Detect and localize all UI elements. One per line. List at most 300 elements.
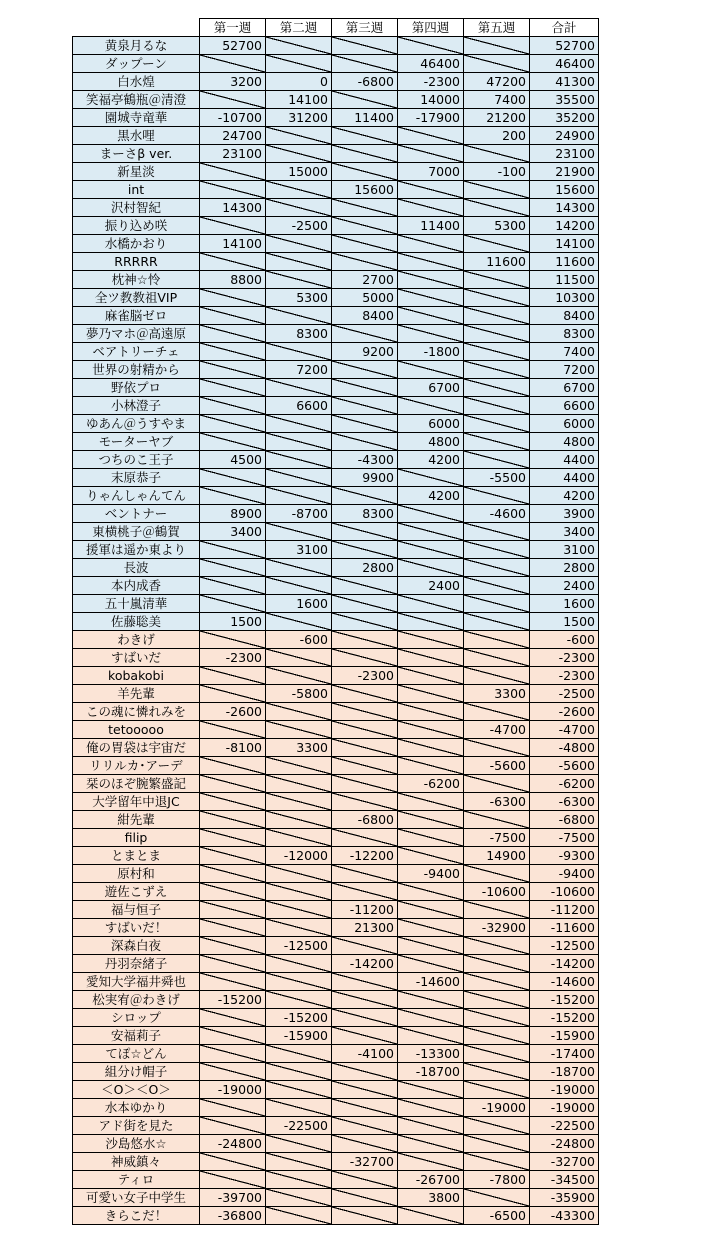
table-row: [73, 595, 599, 613]
week-1-empty-cell: [200, 55, 266, 73]
week-4-empty-cell: [398, 1081, 464, 1099]
week-3-empty-cell: [332, 865, 398, 883]
player-name-cell: ベントナー: [73, 505, 200, 523]
week-3-empty-cell: [332, 739, 398, 757]
table-row: [73, 91, 599, 109]
week-1-score-cell: -15200: [200, 991, 266, 1009]
week-2-empty-cell: [266, 523, 332, 541]
week-5-score-cell: -5500: [464, 469, 530, 487]
week-2-score-cell: 14100: [266, 91, 332, 109]
player-name-cell: 世界の射精から: [73, 361, 200, 379]
week-3-score-cell: -2300: [332, 667, 398, 685]
week-5-empty-cell: [464, 361, 530, 379]
player-name-cell: 本内成香: [73, 577, 200, 595]
week-4-empty-cell: [398, 703, 464, 721]
week-1-score-cell: -39700: [200, 1189, 266, 1207]
week-3-empty-cell: [332, 55, 398, 73]
week-4-empty-cell: [398, 127, 464, 145]
week-1-empty-cell: [200, 397, 266, 415]
week-2-empty-cell: [266, 829, 332, 847]
total-score-cell: -17400: [530, 1045, 599, 1063]
week-5-empty-cell: [464, 181, 530, 199]
player-name-cell: 東横桃子＠鶴賀: [73, 523, 200, 541]
week-1-empty-cell: [200, 469, 266, 487]
week-4-empty-cell: [398, 1009, 464, 1027]
week-1-empty-cell: [200, 1027, 266, 1045]
week-1-empty-cell: [200, 289, 266, 307]
player-name-cell: 小林澄子: [73, 397, 200, 415]
table-row: [73, 55, 599, 73]
player-name-cell: 枕神☆怜: [73, 271, 200, 289]
player-name-cell: 水本ゆかり: [73, 1099, 200, 1117]
player-name-cell: 原村和: [73, 865, 200, 883]
week-3-empty-cell: [332, 199, 398, 217]
week-3-score-cell: 8400: [332, 307, 398, 325]
week-2-empty-cell: [266, 703, 332, 721]
week-1-score-cell: 24700: [200, 127, 266, 145]
player-name-cell: tetooooo: [73, 721, 200, 739]
total-score-cell: 41300: [530, 73, 599, 91]
week-5-empty-cell: [464, 379, 530, 397]
week-4-empty-cell: [398, 469, 464, 487]
week-5-empty-cell: [464, 955, 530, 973]
week-3-score-cell: 21300: [332, 919, 398, 937]
header-week4: 第四週: [398, 19, 464, 37]
total-score-cell: 14100: [530, 235, 599, 253]
week-2-empty-cell: [266, 649, 332, 667]
week-3-score-cell: -11200: [332, 901, 398, 919]
week-3-empty-cell: [332, 1063, 398, 1081]
player-name-cell: てぽ☆どん: [73, 1045, 200, 1063]
week-2-empty-cell: [266, 901, 332, 919]
player-name-cell: 沢村智紀: [73, 199, 200, 217]
week-2-empty-cell: [266, 487, 332, 505]
week-5-score-cell: -32900: [464, 919, 530, 937]
week-3-score-cell: -6800: [332, 811, 398, 829]
week-1-empty-cell: [200, 829, 266, 847]
total-score-cell: 35200: [530, 109, 599, 127]
player-name-cell: 野依プロ: [73, 379, 200, 397]
week-5-empty-cell: [464, 1189, 530, 1207]
week-2-empty-cell: [266, 253, 332, 271]
week-3-empty-cell: [332, 1081, 398, 1099]
week-4-empty-cell: [398, 559, 464, 577]
week-5-score-cell: -100: [464, 163, 530, 181]
total-score-cell: 2800: [530, 559, 599, 577]
week-2-score-cell: 3100: [266, 541, 332, 559]
player-name-cell: ダップーン: [73, 55, 200, 73]
week-4-empty-cell: [398, 199, 464, 217]
week-4-score-cell: 4800: [398, 433, 464, 451]
table-row: [73, 829, 599, 847]
week-1-score-cell: 4500: [200, 451, 266, 469]
week-4-empty-cell: [398, 397, 464, 415]
week-1-empty-cell: [200, 217, 266, 235]
week-5-empty-cell: [464, 811, 530, 829]
player-name-cell: 深森白夜: [73, 937, 200, 955]
player-name-cell: ＜O＞＜O＞: [73, 1081, 200, 1099]
week-1-empty-cell: [200, 937, 266, 955]
week-3-score-cell: -32700: [332, 1153, 398, 1171]
week-2-empty-cell: [266, 37, 332, 55]
week-3-empty-cell: [332, 1099, 398, 1117]
week-4-empty-cell: [398, 883, 464, 901]
week-5-empty-cell: [464, 271, 530, 289]
week-2-empty-cell: [266, 757, 332, 775]
table-row: [73, 685, 599, 703]
week-2-empty-cell: [266, 1045, 332, 1063]
week-5-empty-cell: [464, 343, 530, 361]
week-2-score-cell: -8700: [266, 505, 332, 523]
table-row: [73, 775, 599, 793]
week-5-empty-cell: [464, 1009, 530, 1027]
week-3-empty-cell: [332, 685, 398, 703]
week-2-empty-cell: [266, 1063, 332, 1081]
week-5-empty-cell: [464, 559, 530, 577]
week-4-empty-cell: [398, 811, 464, 829]
week-4-empty-cell: [398, 181, 464, 199]
week-1-score-cell: 52700: [200, 37, 266, 55]
week-2-empty-cell: [266, 469, 332, 487]
total-score-cell: 11600: [530, 253, 599, 271]
week-2-empty-cell: [266, 1207, 332, 1225]
week-2-empty-cell: [266, 415, 332, 433]
player-name-cell: きらこだ！: [73, 1207, 200, 1225]
week-1-empty-cell: [200, 1063, 266, 1081]
week-1-empty-cell: [200, 415, 266, 433]
total-score-cell: 8300: [530, 325, 599, 343]
player-name-cell: ゆあん＠うすやま: [73, 415, 200, 433]
week-2-empty-cell: [266, 55, 332, 73]
player-name-cell: 羊先輩: [73, 685, 200, 703]
total-score-cell: -15200: [530, 991, 599, 1009]
score-table-container: [72, 18, 599, 1225]
week-4-empty-cell: [398, 757, 464, 775]
week-2-score-cell: 8300: [266, 325, 332, 343]
week-3-empty-cell: [332, 253, 398, 271]
week-3-score-cell: 15600: [332, 181, 398, 199]
total-score-cell: 24900: [530, 127, 599, 145]
week-5-score-cell: 14900: [464, 847, 530, 865]
week-5-score-cell: -7500: [464, 829, 530, 847]
week-1-score-cell: 14300: [200, 199, 266, 217]
week-5-empty-cell: [464, 397, 530, 415]
week-1-empty-cell: [200, 1099, 266, 1117]
week-5-score-cell: 47200: [464, 73, 530, 91]
total-score-cell: -4700: [530, 721, 599, 739]
week-2-empty-cell: [266, 199, 332, 217]
table-row: [73, 559, 599, 577]
week-5-empty-cell: [464, 703, 530, 721]
week-4-score-cell: 4200: [398, 451, 464, 469]
week-4-empty-cell: [398, 721, 464, 739]
week-1-empty-cell: [200, 595, 266, 613]
table-row: [73, 127, 599, 145]
table-row: [73, 109, 599, 127]
table-row: [73, 469, 599, 487]
week-3-score-cell: 11400: [332, 109, 398, 127]
week-5-empty-cell: [464, 739, 530, 757]
week-5-score-cell: -7800: [464, 1171, 530, 1189]
week-5-empty-cell: [464, 613, 530, 631]
week-2-empty-cell: [266, 433, 332, 451]
week-3-score-cell: -12200: [332, 847, 398, 865]
week-5-score-cell: 3300: [464, 685, 530, 703]
total-score-cell: 23100: [530, 145, 599, 163]
week-4-score-cell: -18700: [398, 1063, 464, 1081]
week-2-score-cell: -600: [266, 631, 332, 649]
week-2-empty-cell: [266, 613, 332, 631]
week-1-score-cell: -19000: [200, 1081, 266, 1099]
week-2-score-cell: 0: [266, 73, 332, 91]
table-row: [73, 1045, 599, 1063]
week-3-empty-cell: [332, 775, 398, 793]
table-row: [73, 631, 599, 649]
week-1-empty-cell: [200, 487, 266, 505]
week-5-score-cell: 5300: [464, 217, 530, 235]
week-3-empty-cell: [332, 595, 398, 613]
table-row: [73, 289, 599, 307]
week-4-score-cell: -2300: [398, 73, 464, 91]
table-row: [73, 325, 599, 343]
header-week2: 第二週: [266, 19, 332, 37]
player-name-cell: 遊佐こずえ: [73, 883, 200, 901]
total-score-cell: -6300: [530, 793, 599, 811]
week-4-empty-cell: [398, 613, 464, 631]
table-row: [73, 523, 599, 541]
week-1-empty-cell: [200, 181, 266, 199]
week-5-score-cell: -6500: [464, 1207, 530, 1225]
total-score-cell: -600: [530, 631, 599, 649]
week-1-score-cell: 3400: [200, 523, 266, 541]
week-3-empty-cell: [332, 793, 398, 811]
week-4-score-cell: -13300: [398, 1045, 464, 1063]
total-score-cell: -14200: [530, 955, 599, 973]
table-row: [73, 505, 599, 523]
week-4-score-cell: 14000: [398, 91, 464, 109]
player-name-cell: int: [73, 181, 200, 199]
week-3-empty-cell: [332, 433, 398, 451]
week-3-empty-cell: [332, 379, 398, 397]
player-name-cell: 紺先輩: [73, 811, 200, 829]
player-name-cell: 全ツ教教祖VIP: [73, 289, 200, 307]
table-row: [73, 919, 599, 937]
player-name-cell: 愛知大学福井舜也: [73, 973, 200, 991]
table-row: [73, 811, 599, 829]
week-2-score-cell: -22500: [266, 1117, 332, 1135]
week-2-score-cell: -12000: [266, 847, 332, 865]
week-1-empty-cell: [200, 1045, 266, 1063]
player-name-cell: 水橋かおり: [73, 235, 200, 253]
player-name-cell: ベアトリーチェ: [73, 343, 200, 361]
table-row: [73, 451, 599, 469]
week-5-empty-cell: [464, 577, 530, 595]
week-3-empty-cell: [332, 541, 398, 559]
player-name-cell: 笑福亭鶴瓶＠清澄: [73, 91, 200, 109]
header-week1: 第一週: [200, 19, 266, 37]
week-4-empty-cell: [398, 793, 464, 811]
week-3-empty-cell: [332, 577, 398, 595]
table-row: [73, 397, 599, 415]
header-week3: 第三週: [332, 19, 398, 37]
week-5-empty-cell: [464, 433, 530, 451]
week-1-score-cell: -8100: [200, 739, 266, 757]
week-4-empty-cell: [398, 685, 464, 703]
player-name-cell: 黄泉月るな: [73, 37, 200, 55]
week-2-score-cell: 1600: [266, 595, 332, 613]
player-name-cell: この魂に憐れみを: [73, 703, 200, 721]
week-2-empty-cell: [266, 145, 332, 163]
week-3-empty-cell: [332, 613, 398, 631]
week-1-empty-cell: [200, 775, 266, 793]
week-4-empty-cell: [398, 1027, 464, 1045]
player-name-cell: 園城寺竜華: [73, 109, 200, 127]
week-4-score-cell: 6700: [398, 379, 464, 397]
week-5-empty-cell: [464, 1045, 530, 1063]
table-row: [73, 379, 599, 397]
player-name-cell: 大学留年中退JC: [73, 793, 200, 811]
week-4-empty-cell: [398, 1207, 464, 1225]
week-5-score-cell: 200: [464, 127, 530, 145]
total-score-cell: 3400: [530, 523, 599, 541]
week-3-empty-cell: [332, 649, 398, 667]
week-4-empty-cell: [398, 847, 464, 865]
table-row: [73, 487, 599, 505]
week-2-empty-cell: [266, 1081, 332, 1099]
table-row: [73, 1207, 599, 1225]
week-5-empty-cell: [464, 595, 530, 613]
total-score-cell: -19000: [530, 1099, 599, 1117]
week-2-empty-cell: [266, 667, 332, 685]
week-1-score-cell: 8900: [200, 505, 266, 523]
week-4-score-cell: -14600: [398, 973, 464, 991]
table-row: [73, 757, 599, 775]
table-row: [73, 235, 599, 253]
total-score-cell: 6600: [530, 397, 599, 415]
week-3-empty-cell: [332, 1189, 398, 1207]
week-4-score-cell: 4200: [398, 487, 464, 505]
table-row: [73, 793, 599, 811]
week-3-empty-cell: [332, 703, 398, 721]
week-1-empty-cell: [200, 1153, 266, 1171]
week-5-empty-cell: [464, 901, 530, 919]
week-3-empty-cell: [332, 973, 398, 991]
week-1-empty-cell: [200, 973, 266, 991]
week-3-empty-cell: [332, 37, 398, 55]
week-1-score-cell: -2600: [200, 703, 266, 721]
week-3-score-cell: 2700: [332, 271, 398, 289]
week-3-empty-cell: [332, 91, 398, 109]
total-score-cell: -2300: [530, 649, 599, 667]
week-2-score-cell: 6600: [266, 397, 332, 415]
week-4-empty-cell: [398, 955, 464, 973]
total-score-cell: 4200: [530, 487, 599, 505]
total-score-cell: 1600: [530, 595, 599, 613]
table-row: [73, 865, 599, 883]
week-2-score-cell: -2500: [266, 217, 332, 235]
week-2-empty-cell: [266, 973, 332, 991]
week-1-empty-cell: [200, 577, 266, 595]
table-row: [73, 991, 599, 1009]
week-1-empty-cell: [200, 1117, 266, 1135]
week-5-score-cell: -4700: [464, 721, 530, 739]
total-score-cell: 46400: [530, 55, 599, 73]
week-2-score-cell: 7200: [266, 361, 332, 379]
week-4-empty-cell: [398, 1153, 464, 1171]
week-1-empty-cell: [200, 433, 266, 451]
table-row: [73, 163, 599, 181]
week-3-empty-cell: [332, 1207, 398, 1225]
week-4-empty-cell: [398, 37, 464, 55]
total-score-cell: -4800: [530, 739, 599, 757]
week-5-empty-cell: [464, 937, 530, 955]
week-1-score-cell: 3200: [200, 73, 266, 91]
table-row: [73, 541, 599, 559]
week-2-score-cell: -15200: [266, 1009, 332, 1027]
week-5-empty-cell: [464, 1117, 530, 1135]
player-name-cell: 麻雀脳ゼロ: [73, 307, 200, 325]
header-row: [73, 19, 599, 37]
week-2-empty-cell: [266, 307, 332, 325]
week-1-empty-cell: [200, 901, 266, 919]
week-2-score-cell: 15000: [266, 163, 332, 181]
week-4-score-cell: -26700: [398, 1171, 464, 1189]
week-1-empty-cell: [200, 793, 266, 811]
week-1-empty-cell: [200, 685, 266, 703]
player-name-cell: シロップ: [73, 1009, 200, 1027]
week-1-score-cell: 8800: [200, 271, 266, 289]
week-2-score-cell: -15900: [266, 1027, 332, 1045]
player-name-cell: RRRRR: [73, 253, 200, 271]
week-4-score-cell: 6000: [398, 415, 464, 433]
table-row: [73, 1009, 599, 1027]
table-row: [73, 415, 599, 433]
week-4-empty-cell: [398, 937, 464, 955]
total-score-cell: 4800: [530, 433, 599, 451]
total-score-cell: -35900: [530, 1189, 599, 1207]
week-5-empty-cell: [464, 631, 530, 649]
week-3-empty-cell: [332, 361, 398, 379]
week-3-empty-cell: [332, 883, 398, 901]
week-4-score-cell: -6200: [398, 775, 464, 793]
week-4-empty-cell: [398, 523, 464, 541]
player-name-cell: 振り込め咲: [73, 217, 200, 235]
header-total: 合計: [530, 19, 599, 37]
total-score-cell: 10300: [530, 289, 599, 307]
total-score-cell: -22500: [530, 1117, 599, 1135]
player-name-cell: 五十嵐清華: [73, 595, 200, 613]
week-4-empty-cell: [398, 1099, 464, 1117]
player-name-cell: 組分け帽子: [73, 1063, 200, 1081]
week-1-empty-cell: [200, 721, 266, 739]
total-score-cell: 4400: [530, 469, 599, 487]
total-score-cell: -12500: [530, 937, 599, 955]
week-2-empty-cell: [266, 235, 332, 253]
player-name-cell: 栞のほぞ腕繁盛記: [73, 775, 200, 793]
week-3-empty-cell: [332, 1171, 398, 1189]
week-4-empty-cell: [398, 325, 464, 343]
table-row: [73, 1189, 599, 1207]
player-name-cell: 夢乃マホ＠高遠原: [73, 325, 200, 343]
player-name-cell: 末原恭子: [73, 469, 200, 487]
table-row: [73, 613, 599, 631]
week-1-empty-cell: [200, 883, 266, 901]
total-score-cell: 14200: [530, 217, 599, 235]
week-4-empty-cell: [398, 631, 464, 649]
week-3-empty-cell: [332, 235, 398, 253]
player-name-cell: ティロ: [73, 1171, 200, 1189]
week-5-empty-cell: [464, 1081, 530, 1099]
